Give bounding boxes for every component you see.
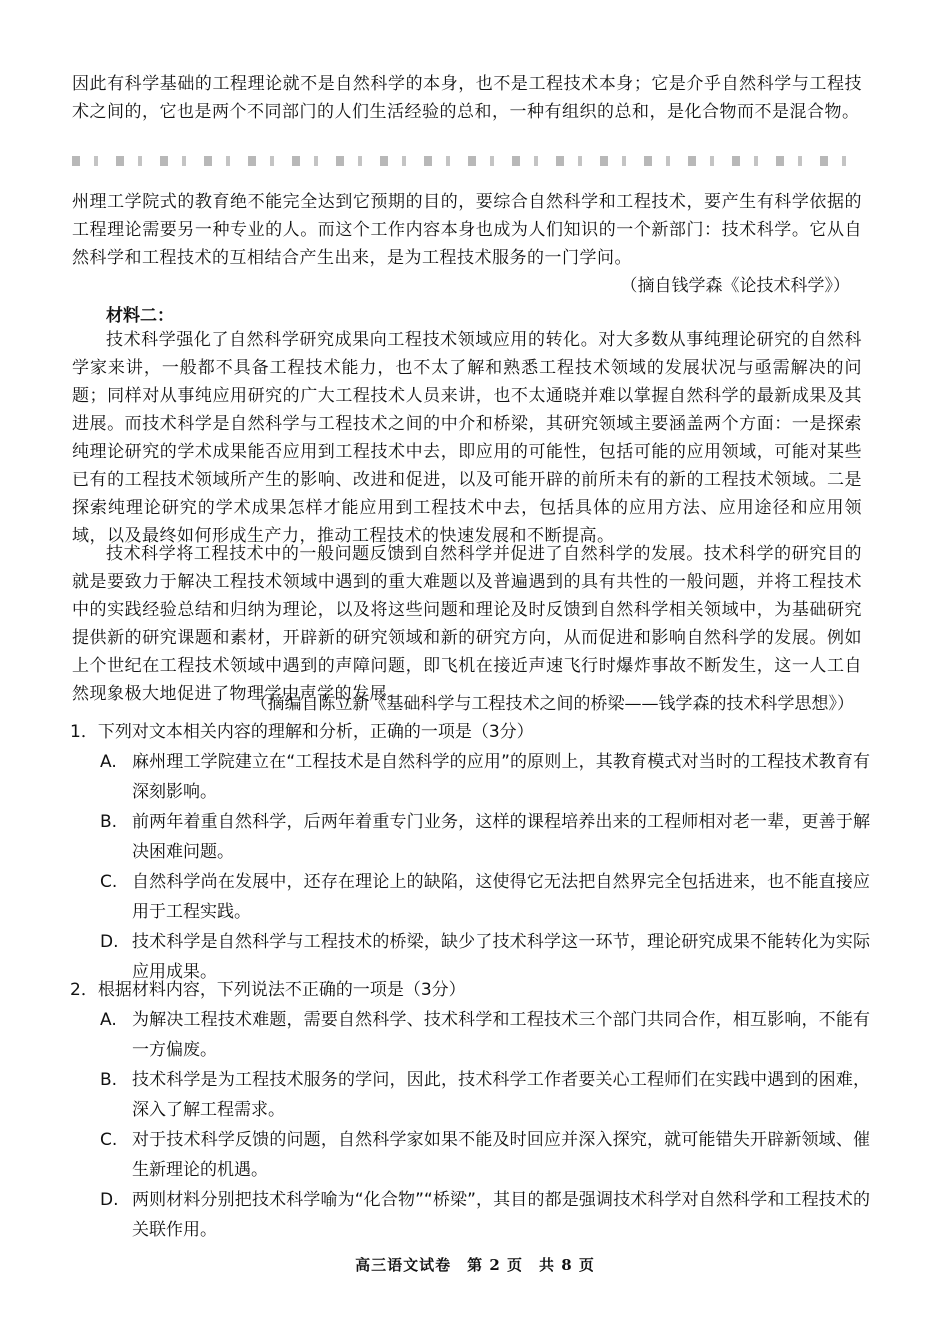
question-2-option-a[interactable] [70, 1005, 870, 1065]
question-1-option-b[interactable] [70, 807, 870, 867]
question-2-stem: 2．根据材料内容，下列说法不正确的一项是（3分） [70, 980, 466, 1000]
question-2 [70, 976, 870, 1245]
option-text: 两则材料分别把技术科学喻为“化合物”“桥梁”，其目的都是强调技术科学对自然科学和工程技术的关联作用。 [132, 1190, 870, 1240]
option-text: 麻州理工学院建立在“工程技术是自然科学的应用”的原则上，其教育模式对当时的工程技术教育有深刻影响。 [132, 752, 870, 802]
page-footer: 高三语文试卷 第 2 页 共 8 页 [355, 1256, 595, 1274]
question-2-option-d[interactable] [70, 1185, 870, 1245]
material-2-paragraph-2: 技术科学将工程技术中的一般问题反馈到自然科学并促进了自然科学的发展。技术科学的研究目的就是要致力于解决工程技术领域中遇到的重大难题以及普遍遇到的具有共性的一般问题，并将工程技术中的实践经验总结和归纳为理论，以及将这些问题和理论及时反馈到自然科学相关领域中，为基础研究提供新的研究课题和素材，开辟新的研究领域和新的研究方向，从而促进和影响自然科学的发展。例如上个世纪在工程技术领域中遇到的声障问题，即飞机在接近声速飞行时爆炸事故不断发生，这一人工自然现象极大地促进了物理学中声学的发展。 [72, 544, 862, 704]
question-1-stem: 1．下列对文本相关内容的理解和分析，正确的一项是（3分） [70, 722, 534, 742]
option-letter: C. [100, 872, 118, 892]
question-2-option-b[interactable] [70, 1065, 870, 1125]
question-1-option-a[interactable] [70, 747, 870, 807]
option-letter: B. [100, 1070, 118, 1090]
option-text: 技术科学是自然科学与工程技术的桥梁，缺少了技术科学这一环节，理论研究成果不能转化为实际应用成果。 [132, 932, 870, 982]
material-2-paragraph-1: 技术科学强化了自然科学研究成果向工程技术领域应用的转化。对大多数从事纯理论研究的自然科学家来讲，一般都不具备工程技术能力，也不太了解和熟悉工程技术领域的发展状况与亟需解决的问题；同样对从事纯应用研究的广大工程技术人员来讲，也不太通晓并难以掌握自然科学的最新成果及其进展。而技术科学是自然科学与工程技术之间的中介和桥梁，其研究领域主要涵盖两个方面：一是探索纯理论研究的学术成果能否应用到工程技术中去，即应用的可能性，包括可能的应用领域，可能对某些已有的工程技术领域所产生的影响、改进和促进，以及可能开辟的前所未有的新的工程技术领域。二是探索纯理论研究的学术成果怎样才能应用到工程技术中去，包括具体的应用方法、应用途径和应用领域，以及最终如何形成生产力，推动工程技术的快速发展和不断提高。 [72, 330, 862, 546]
source-citation-1: （摘自钱学森《论技术科学》） [620, 276, 850, 296]
torn-line-artifact [72, 156, 862, 166]
question-1 [70, 718, 870, 987]
question-2-option-c[interactable] [70, 1125, 870, 1185]
option-letter: B. [100, 812, 118, 832]
top-paragraph: 因此有科学基础的工程理论就不是自然科学的本身，也不是工程技术本身；它是介乎自然科学与工程技术之间的，它也是两个不同部门的人们生活经验的总和，一种有组织的总和，是化合物而不是混合物。 [72, 74, 862, 122]
material-2-heading: 材料二： [106, 306, 174, 326]
option-text: 为解决工程技术难题，需要自然科学、技术科学和工程技术三个部门共同合作，相互影响，不能有一方偏废。 [132, 1010, 870, 1060]
option-text: 技术科学是为工程技术服务的学问，因此，技术科学工作者要关心工程师们在实践中遇到的困难，深入了解工程需求。 [132, 1070, 870, 1120]
option-text: 自然科学尚在发展中，还存在理论上的缺陷，这使得它无法把自然界完全包括进来，也不能直接应用于工程实践。 [132, 872, 870, 922]
option-letter: D. [100, 1190, 119, 1210]
option-letter: A. [100, 1010, 117, 1030]
option-text: 对于技术科学反馈的问题，自然科学家如果不能及时回应并深入探究，就可能错失开辟新领域、催生新理论的机遇。 [132, 1130, 870, 1180]
cut-paragraph: 州理工学院式的教育绝不能完全达到它预期的目的，要综合自然科学和工程技术，要产生有科学依据的工程理论需要另一种专业的人。而这个工作内容本身也成为人们知识的一个新部门：技术科学。它从自然科学和工程技术的互相结合产生出来，是为工程技术服务的一门学问。 [72, 192, 862, 268]
option-letter: A. [100, 752, 117, 772]
source-citation-2: （摘编自陈立新《基础科学与工程技术之间的桥梁——钱学森的技术科学思想》） [250, 694, 854, 714]
question-1-option-c[interactable] [70, 867, 870, 927]
option-letter: D. [100, 932, 119, 952]
option-letter: C. [100, 1130, 118, 1150]
option-text: 前两年着重自然科学，后两年着重专门业务，这样的课程培养出来的工程师相对老一辈，更善于解决困难问题。 [132, 812, 870, 862]
